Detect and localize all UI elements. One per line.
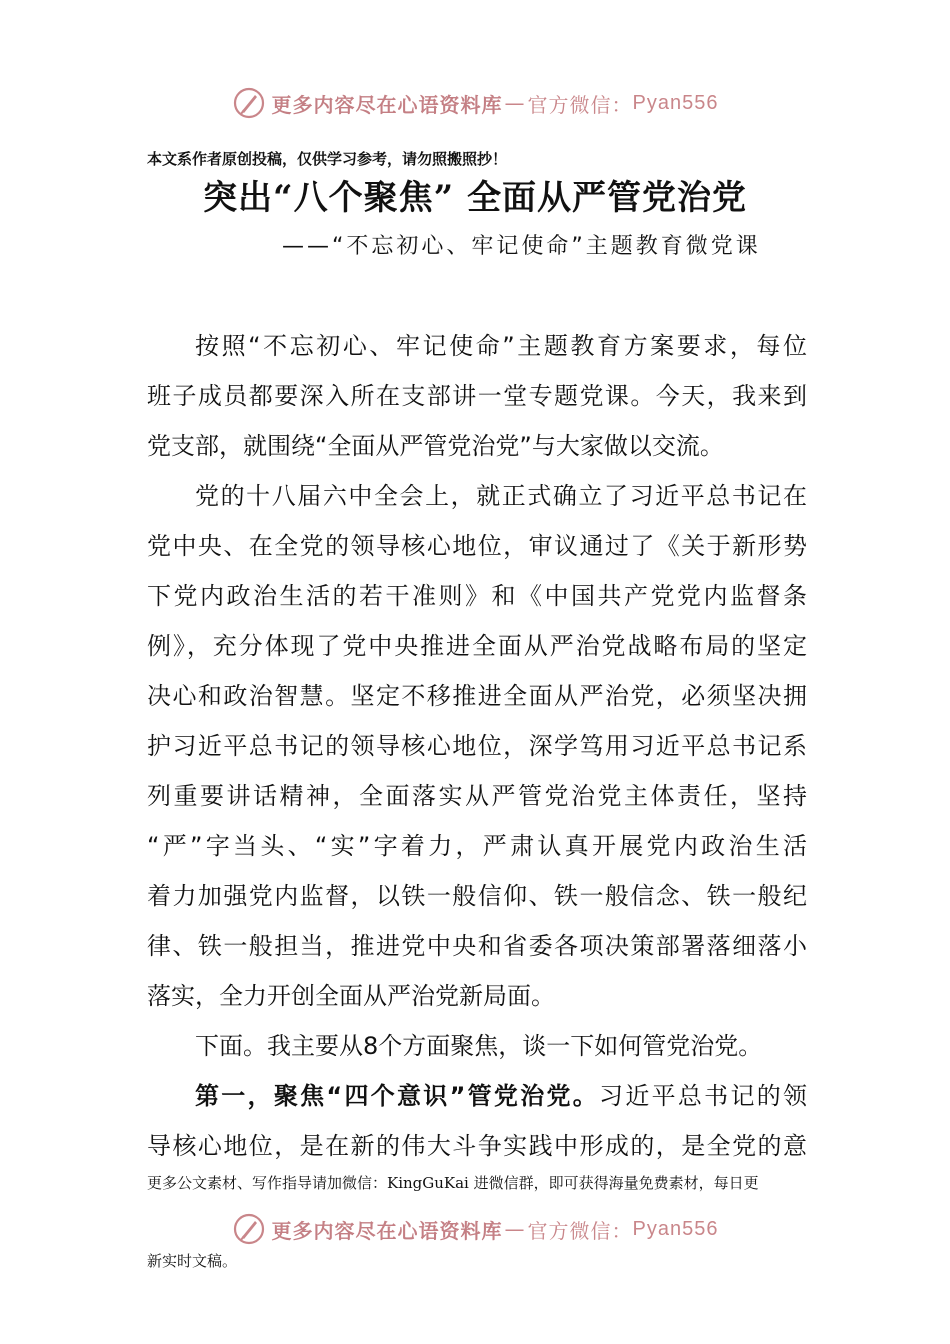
paragraph-line: 党支部，就围绕“全面从严管党治党”与大家做以交流。 [147,432,724,460]
watermark-official: 官方微信： [527,92,633,117]
paragraph-line: 决心和政治智慧。坚定不移推进全面从严治党，必须坚决拥 [147,682,807,710]
point-one-line [195,1081,807,1111]
paragraph-line: 党的十八届六中全会上，就正式确立了习近平总书记在 [195,482,807,510]
watermark-brand: 更多内容尽在心语资料库 [271,1218,503,1243]
watermark-wechat-id: Pyan556 [632,1217,719,1240]
watermark-separator: — [504,1217,526,1241]
watermark-wechat-id: Pyan556 [632,91,719,114]
watermark-official: 官方微信： [527,1218,633,1243]
paragraph-line: 按照“不忘初心、牢记使命”主题教育方案要求，每位 [195,332,807,360]
quill-logo-icon [232,1212,266,1246]
watermark-footer [0,1212,950,1246]
footer-promo-line: 更多公文素材、写作指导请加微信：KingGuKai 进微信群，即可获得海量免费素材，每日更 [147,1174,759,1192]
paragraph-line: 导核心地位，是在新的伟大斗争实践中形成的，是全党的意 [147,1132,807,1160]
watermark-separator: — [504,91,526,115]
paragraph-line: 下面。我主要从8个方面聚焦，谈一下如何管党治党。 [195,1032,763,1060]
paragraph-line: 班子成员都要深入所在支部讲一堂专题党课。今天，我来到 [147,382,807,410]
point-one-text: 习近平总书记的领 [599,1082,808,1110]
footer-promo-line-2: 新实时文稿。 [147,1252,238,1270]
paragraph-line: 列重要讲话精神，全面落实从严管党治党主体责任，坚持 [147,782,807,810]
paragraph-line: 例》，充分体现了党中央推进全面从严治党战略布局的坚定 [147,632,807,660]
paragraph-line: “严”字当头、“实”字着力，严肃认真开展党内政治生活 [147,832,807,860]
paragraph-line: 下党内政治生活的若干准则》和《中国共产党党内监督条 [147,582,807,610]
quill-logo-icon [232,86,266,120]
document-subtitle: ——“不忘初心、牢记使命”主题教育微党课 [282,234,761,259]
watermark-header [0,86,950,120]
paragraph-line: 着力加强党内监督，以铁一般信仰、铁一般信念、铁一般纪 [147,882,807,910]
document-title: 突出“八个聚焦” 全面从严管党治党 [203,178,747,218]
paragraph-line: 护习近平总书记的领导核心地位，深学笃用习近平总书记系 [147,732,807,760]
watermark-brand: 更多内容尽在心语资料库 [271,92,503,117]
paragraph-line: 落实，全力开创全面从严治党新局面。 [147,982,555,1010]
paragraph-line: 党中央、在全党的领导核心地位，审议通过了《关于新形势 [147,532,807,560]
point-one-heading: 第一，聚焦“四个意识”管党治党。 [195,1082,600,1110]
copyright-notice: 本文系作者原创投稿，仅供学习参考，请勿照搬照抄！ [147,150,508,168]
paragraph-line: 律、铁一般担当，推进党中央和省委各项决策部署落细落小 [147,932,807,960]
